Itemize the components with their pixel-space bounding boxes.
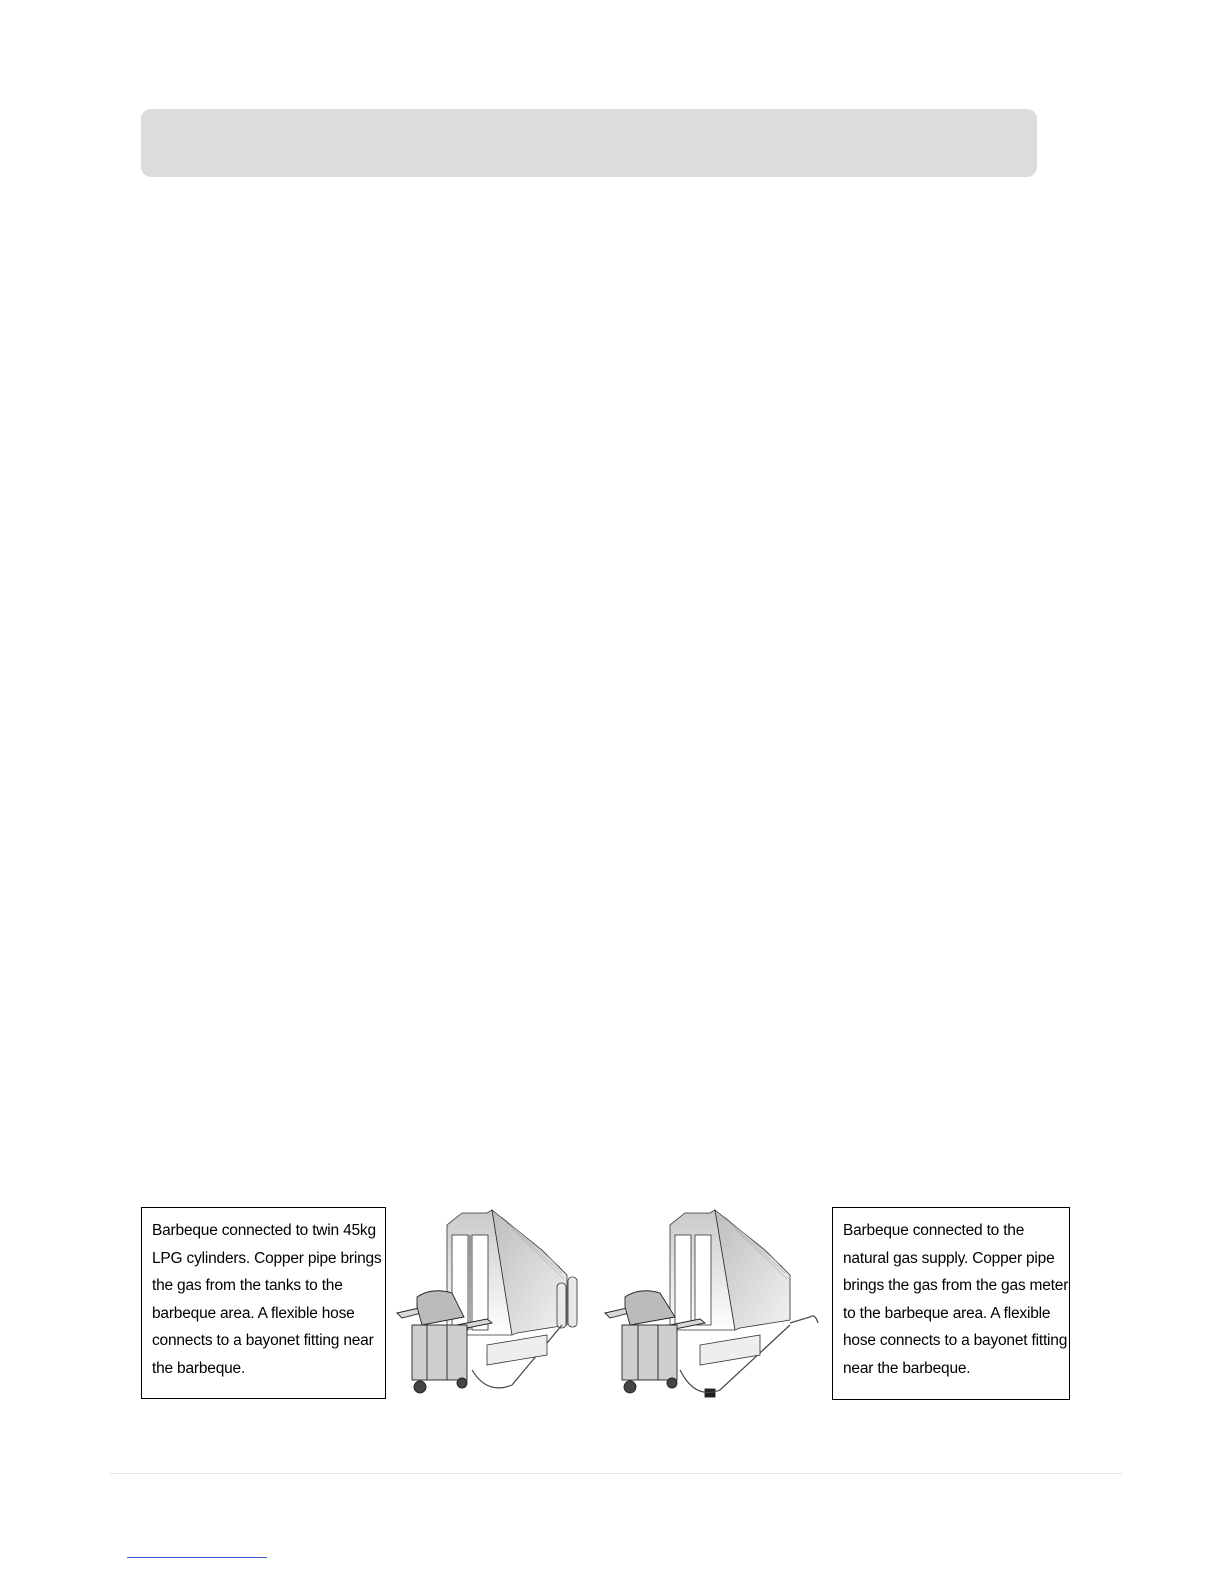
lpg-caption-line: connects to a bayonet fitting near bbox=[152, 1332, 374, 1350]
lpg-caption-line: Barbeque connected to twin 45kg bbox=[152, 1222, 376, 1239]
natural-gas-caption-line: brings the gas from the gas meter bbox=[843, 1277, 1069, 1295]
house-icon bbox=[447, 1210, 567, 1335]
natural-gas-barbeque-illustration bbox=[600, 1205, 830, 1405]
lpg-caption-line: barbeque area. A flexible hose bbox=[152, 1304, 355, 1322]
natural-gas-caption-line: Barbeque connected to the bbox=[843, 1222, 1025, 1239]
lpg-caption-line: the gas from the tanks to the bbox=[152, 1277, 343, 1295]
section-header-band bbox=[141, 109, 1037, 177]
footer-divider bbox=[110, 1473, 1122, 1474]
lpg-caption-line: LPG cylinders. Copper pipe brings bbox=[152, 1249, 382, 1267]
house-icon bbox=[670, 1210, 790, 1330]
lpg-caption-line: the barbeque. bbox=[152, 1359, 246, 1377]
natural-gas-caption-line: to the barbeque area. A flexible bbox=[843, 1304, 1051, 1322]
garden-wall-icon bbox=[487, 1335, 547, 1365]
natural-gas-caption-box bbox=[832, 1207, 1070, 1400]
lpg-caption-box bbox=[141, 1207, 386, 1399]
lpg-barbeque-illustration bbox=[392, 1205, 582, 1405]
gas-meter-icon bbox=[790, 1316, 818, 1323]
natural-gas-caption-line: natural gas supply. Copper pipe bbox=[843, 1249, 1055, 1267]
footer-link-underline[interactable] bbox=[127, 1557, 267, 1558]
natural-gas-caption-line: hose connects to a bayonet fitting bbox=[843, 1332, 1068, 1350]
natural-gas-caption-line: near the barbeque. bbox=[843, 1359, 971, 1377]
